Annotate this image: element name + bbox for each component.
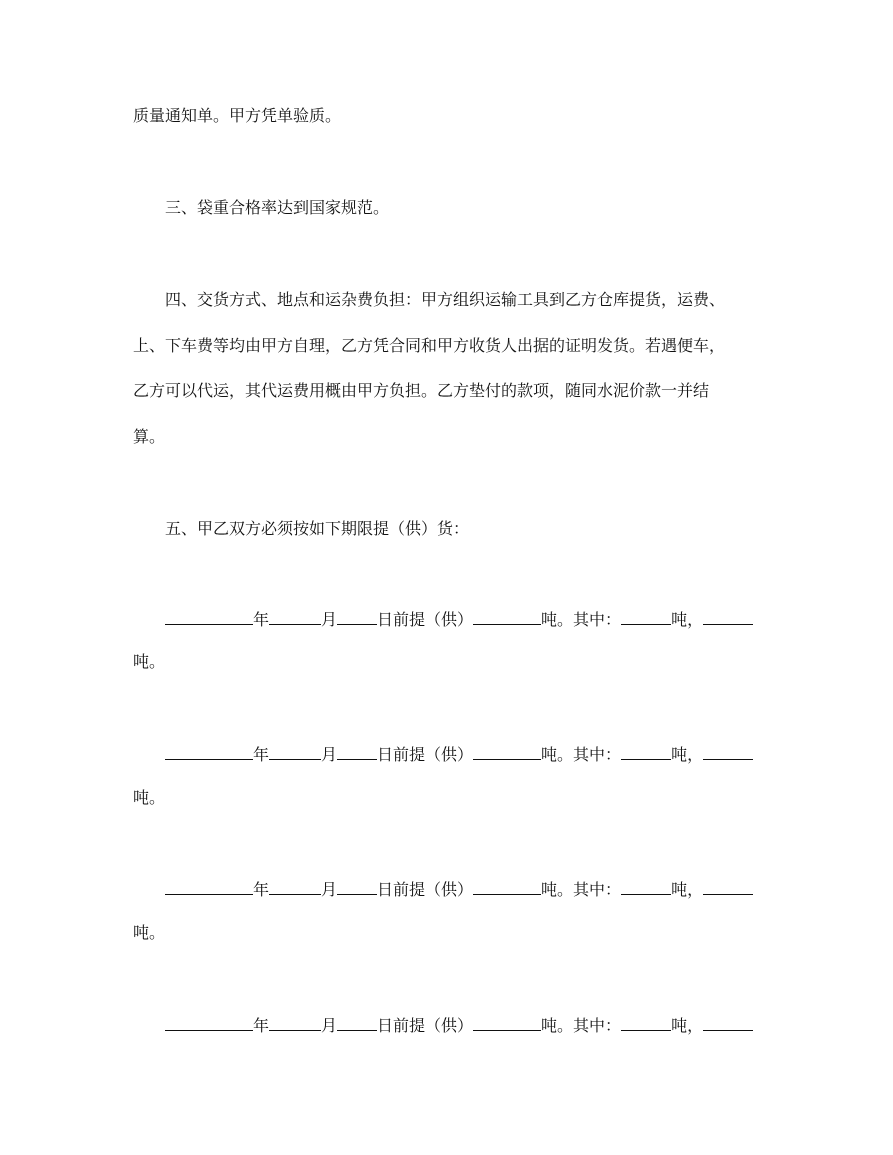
sub-tons-blank[interactable] xyxy=(621,879,671,895)
tons-blank[interactable] xyxy=(473,879,541,895)
schedule-row: 年 月 日前提（供） 吨。其中： 吨， xyxy=(165,609,753,630)
sub-tons-blank[interactable] xyxy=(621,744,671,760)
month-blank[interactable] xyxy=(269,879,321,895)
sub-tons-blank[interactable] xyxy=(621,1015,671,1031)
sub-tons-blank[interactable] xyxy=(703,744,753,760)
sub-tons-blank[interactable] xyxy=(621,609,671,625)
paragraph-three: 三、袋重合格率达到国家规范。 xyxy=(165,198,390,217)
tons-blank[interactable] xyxy=(473,609,541,625)
paragraph-four-line-1: 四、交货方式、地点和运杂费负担：甲方组织运输工具到乙方仓库提货，运费、 xyxy=(165,290,726,309)
schedule-row: 年 月 日前提（供） 吨。其中： 吨， xyxy=(165,744,753,765)
year-blank[interactable] xyxy=(165,879,253,895)
day-blank[interactable] xyxy=(337,1015,377,1031)
month-blank[interactable] xyxy=(269,1015,321,1031)
year-blank[interactable] xyxy=(165,609,253,625)
paragraph-four-line-4: 算。 xyxy=(133,427,166,446)
sub-tons-blank[interactable] xyxy=(703,879,753,895)
sub-tons-blank[interactable] xyxy=(703,609,753,625)
schedule-row-end: 吨。 xyxy=(133,652,166,671)
sub-tons-blank[interactable] xyxy=(703,1015,753,1031)
day-blank[interactable] xyxy=(337,609,377,625)
schedule-row-end: 吨。 xyxy=(133,923,166,942)
day-blank[interactable] xyxy=(337,744,377,760)
paragraph-quality-notice: 质量通知单。甲方凭单验质。 xyxy=(133,106,342,125)
paragraph-four-line-2: 上、下车费等均由甲方自理，乙方凭合同和甲方收货人出据的证明发货。若遇便车， xyxy=(133,336,726,355)
schedule-row-end: 吨。 xyxy=(133,788,166,807)
month-blank[interactable] xyxy=(269,609,321,625)
schedule-row: 年 月 日前提（供） 吨。其中： 吨， xyxy=(165,1015,753,1036)
day-blank[interactable] xyxy=(337,879,377,895)
paragraph-four-line-3: 乙方可以代运，其代运费用概由甲方负担。乙方垫付的款项，随同水泥价款一并结 xyxy=(133,381,710,400)
year-blank[interactable] xyxy=(165,1015,253,1031)
month-blank[interactable] xyxy=(269,744,321,760)
schedule-row: 年 月 日前提（供） 吨。其中： 吨， xyxy=(165,879,753,900)
paragraph-five: 五、甲乙双方必须按如下期限提（供）货： xyxy=(165,519,470,538)
year-blank[interactable] xyxy=(165,744,253,760)
tons-blank[interactable] xyxy=(473,1015,541,1031)
tons-blank[interactable] xyxy=(473,744,541,760)
